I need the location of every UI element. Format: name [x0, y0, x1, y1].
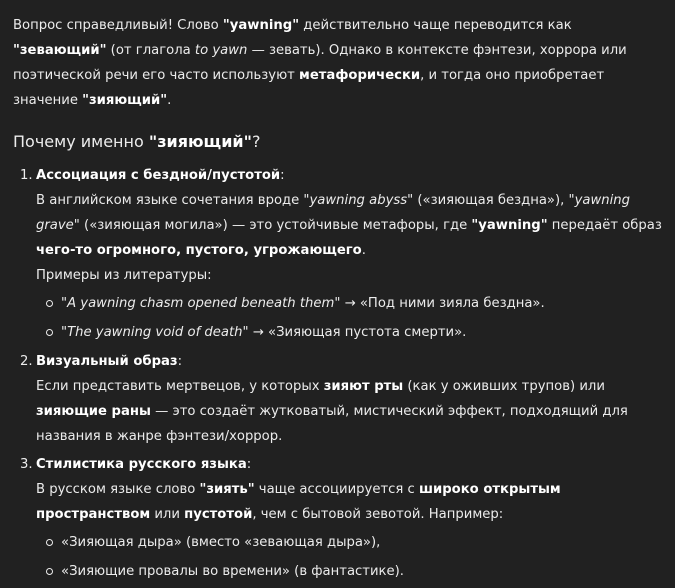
bullet-circle-icon	[46, 300, 53, 307]
section-heading	[13, 129, 663, 155]
point-title-colon: :	[280, 168, 285, 183]
example-translation: → «Под ними зияла бездна».	[340, 296, 545, 311]
example-translation: → «Зияющая пустота смерти».	[248, 325, 467, 340]
intro-bold-zevayushchiy: "зевающий"	[13, 43, 107, 58]
paragraph-text: Если представить мертвецов, у которых	[36, 379, 324, 394]
paragraph-bold: пустотой	[184, 507, 253, 522]
list-number: 2.	[20, 354, 33, 369]
paragraph-bold: зияющие раны	[36, 404, 151, 419]
intro-text: (от глагола	[106, 43, 195, 58]
list-number: 3.	[20, 457, 33, 472]
paragraph-text: , чем с бытовой зевотой. Например:	[252, 507, 504, 522]
intro-bold-yawning: "yawning"	[222, 18, 300, 33]
paragraph-bold: зияют рты	[323, 379, 404, 394]
intro-bold-ziyayushchiy: "зияющий"	[82, 93, 168, 108]
paragraph-text: .	[361, 243, 366, 258]
paragraph-bold: "зиять"	[199, 482, 255, 497]
example-text: «Зияющая дыра» (вместо «зевающая дыра»),	[61, 535, 381, 550]
point-title-bold: Ассоциация с бездной/пустотой	[36, 168, 281, 183]
list-item	[13, 349, 663, 449]
intro-italic-to-yawn: to yawn	[194, 43, 248, 58]
intro-text: — зевать). Однако в контексте фэнтези, хоррора или поэтической речи его часто используют	[13, 43, 627, 83]
list-item	[36, 320, 663, 345]
heading-text: ?	[251, 132, 261, 151]
paragraph-text: В русском языке слово	[36, 482, 200, 497]
point-title-colon: :	[246, 457, 252, 472]
paragraph-text: — это создаёт жутковатый, мистический эффект, подходящий для названия в жанре фэнтези/хоррор.	[36, 404, 628, 444]
list-item	[36, 291, 663, 316]
bullet-circle-icon	[46, 329, 53, 336]
paragraph-bold: "yawning"	[471, 218, 548, 233]
heading-bold: "зияющий"	[148, 132, 252, 151]
examples-list	[36, 291, 663, 345]
assistant-message	[13, 13, 663, 588]
intro-paragraph	[13, 13, 663, 113]
intro-text: Вопрос справедливый! Слово	[13, 18, 223, 33]
paragraph-text: " («зияющая могила») — это устойчивые метафоры, где	[73, 218, 472, 233]
paragraph-bold: чего-то огромного, пустого, угрожающего	[36, 243, 362, 258]
point-title	[36, 349, 663, 374]
bullet-circle-icon	[46, 568, 53, 575]
list-item	[13, 452, 663, 584]
example-quote: "A yawning chasm opened beneath them"	[61, 296, 341, 311]
paragraph-bold: широко открытым пространством	[36, 482, 561, 522]
point-title-bold: Визуальный образ	[36, 354, 178, 369]
list-item	[13, 163, 663, 345]
list-item	[36, 559, 663, 584]
bullet-circle-icon	[46, 539, 53, 546]
examples-label: Примеры из литературы:	[36, 268, 212, 283]
point-title-colon: :	[177, 354, 183, 369]
heading-text: Почему именно	[13, 132, 149, 151]
reasons-list	[13, 163, 663, 584]
paragraph-italic: yawning grave	[36, 193, 631, 233]
point-title	[36, 163, 663, 188]
paragraph-text: чаще ассоциируется с	[254, 482, 419, 497]
paragraph-text: или	[150, 507, 185, 522]
list-number: 1.	[20, 168, 33, 183]
intro-text: .	[167, 93, 172, 108]
intro-text: действительно чаще переводится как	[299, 18, 572, 33]
paragraph-text: передаёт образ	[547, 218, 662, 233]
point-title-bold: Стилистика русского языка	[36, 457, 247, 472]
paragraph-text: В английском языке сочетания вроде "	[36, 193, 310, 208]
intro-bold-metaforicheski: метафорически	[299, 68, 421, 83]
point-paragraph	[36, 477, 663, 527]
paragraph-text: (как у оживших трупов) или	[403, 379, 605, 394]
point-title	[36, 452, 663, 477]
paragraph-text: " («зияющая бездна»), "	[407, 193, 575, 208]
point-paragraph	[36, 374, 663, 449]
point-paragraph	[36, 188, 663, 263]
example-text: «Зияющие провалы во времени» (в фантастике).	[61, 564, 404, 579]
paragraph-italic: yawning abyss	[309, 193, 408, 208]
list-item	[36, 530, 663, 555]
intro-text: , и тогда оно приобретает значение	[13, 68, 605, 108]
example-quote: "The yawning void of death"	[61, 325, 249, 340]
examples-list	[36, 530, 663, 584]
